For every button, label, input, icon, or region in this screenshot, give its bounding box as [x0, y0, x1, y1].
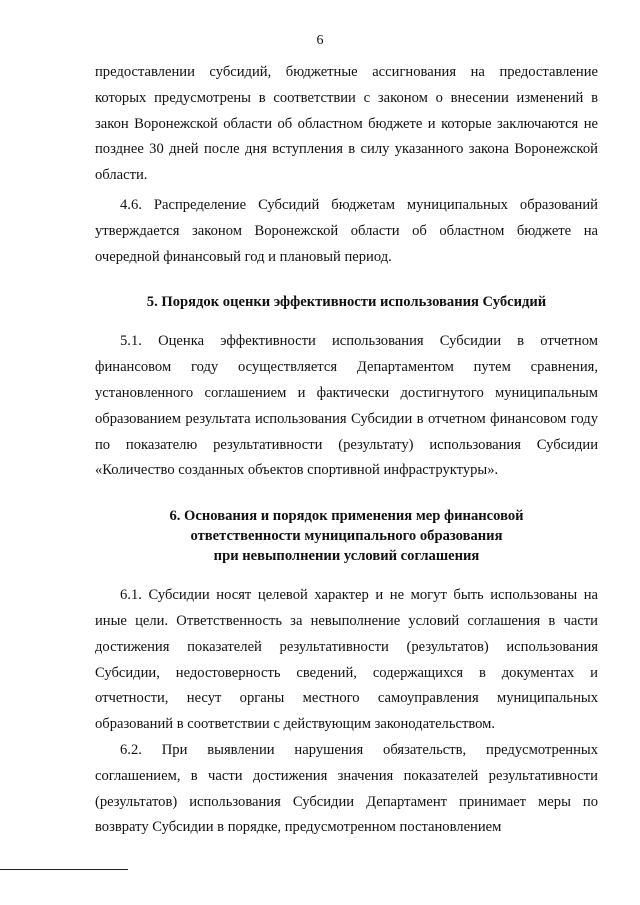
section-6-heading-line: при невыполнении условий соглашения	[213, 548, 480, 565]
spacer	[95, 270, 598, 292]
spacer	[95, 566, 598, 583]
paragraph-4-6: 4.6. Распределение Субсидий бюджетам муниципальных образований утверждается законом Воронежской области об областном бюджете на очередной финансовый год и плановый период.	[95, 196, 598, 265]
footer-rule	[0, 869, 128, 870]
document-body	[95, 60, 598, 841]
section-6-heading	[95, 506, 598, 566]
page-number: 6	[316, 33, 324, 48]
section-5-heading: 5. Порядок оценки эффективности использования Субсидий	[146, 294, 547, 311]
paragraph-5-1: 5.1. Оценка эффективности использования Субсидии в отчетном финансовом году осуществляется Департаментом путем сравнения, установленного соглашением и фактически достигнутого муниципальным образованием результата использования Субсидии в отчетном финансовом году по показателю результативности (результату) использования Субсидии «Количество созданных объектов спортивной инфраструктуры».	[95, 333, 598, 479]
spacer	[95, 312, 598, 329]
spacer	[95, 484, 598, 506]
paragraph-continuation: предоставлении субсидий, бюджетные ассигнования на предоставление которых предусмотрены в соответствии с законом о внесении изменений в закон Воронежской области об областном бюджете и которые заключаются не позднее 30 дней после дня вступления в силу указанного закона Воронежской области.	[95, 64, 598, 184]
paragraph-6-1: 6.1. Субсидии носят целевой характер и не могут быть использованы на иные цели. Ответственность за невыполнение условий соглашения в части достижения показателей результативности (результатов) использования Субсидии, недостоверность сведений, содержащихся в документах и отчетности, несут органы местного самоуправления муниципальных образований в соответствии с действующим законодательством.	[95, 587, 598, 733]
section-6-heading-line: 6. Основания и порядок применения мер финансовой	[169, 508, 524, 525]
section-6-heading-line: ответственности муниципального образования	[190, 528, 503, 545]
paragraph-6-2: 6.2. При выявлении нарушения обязательств, предусмотренных соглашением, в части достижения значения показателей результативности (результатов) использования Субсидии Департамент принимает меры по возврату Субсидии в порядке, предусмотренном постановлением	[95, 741, 598, 836]
